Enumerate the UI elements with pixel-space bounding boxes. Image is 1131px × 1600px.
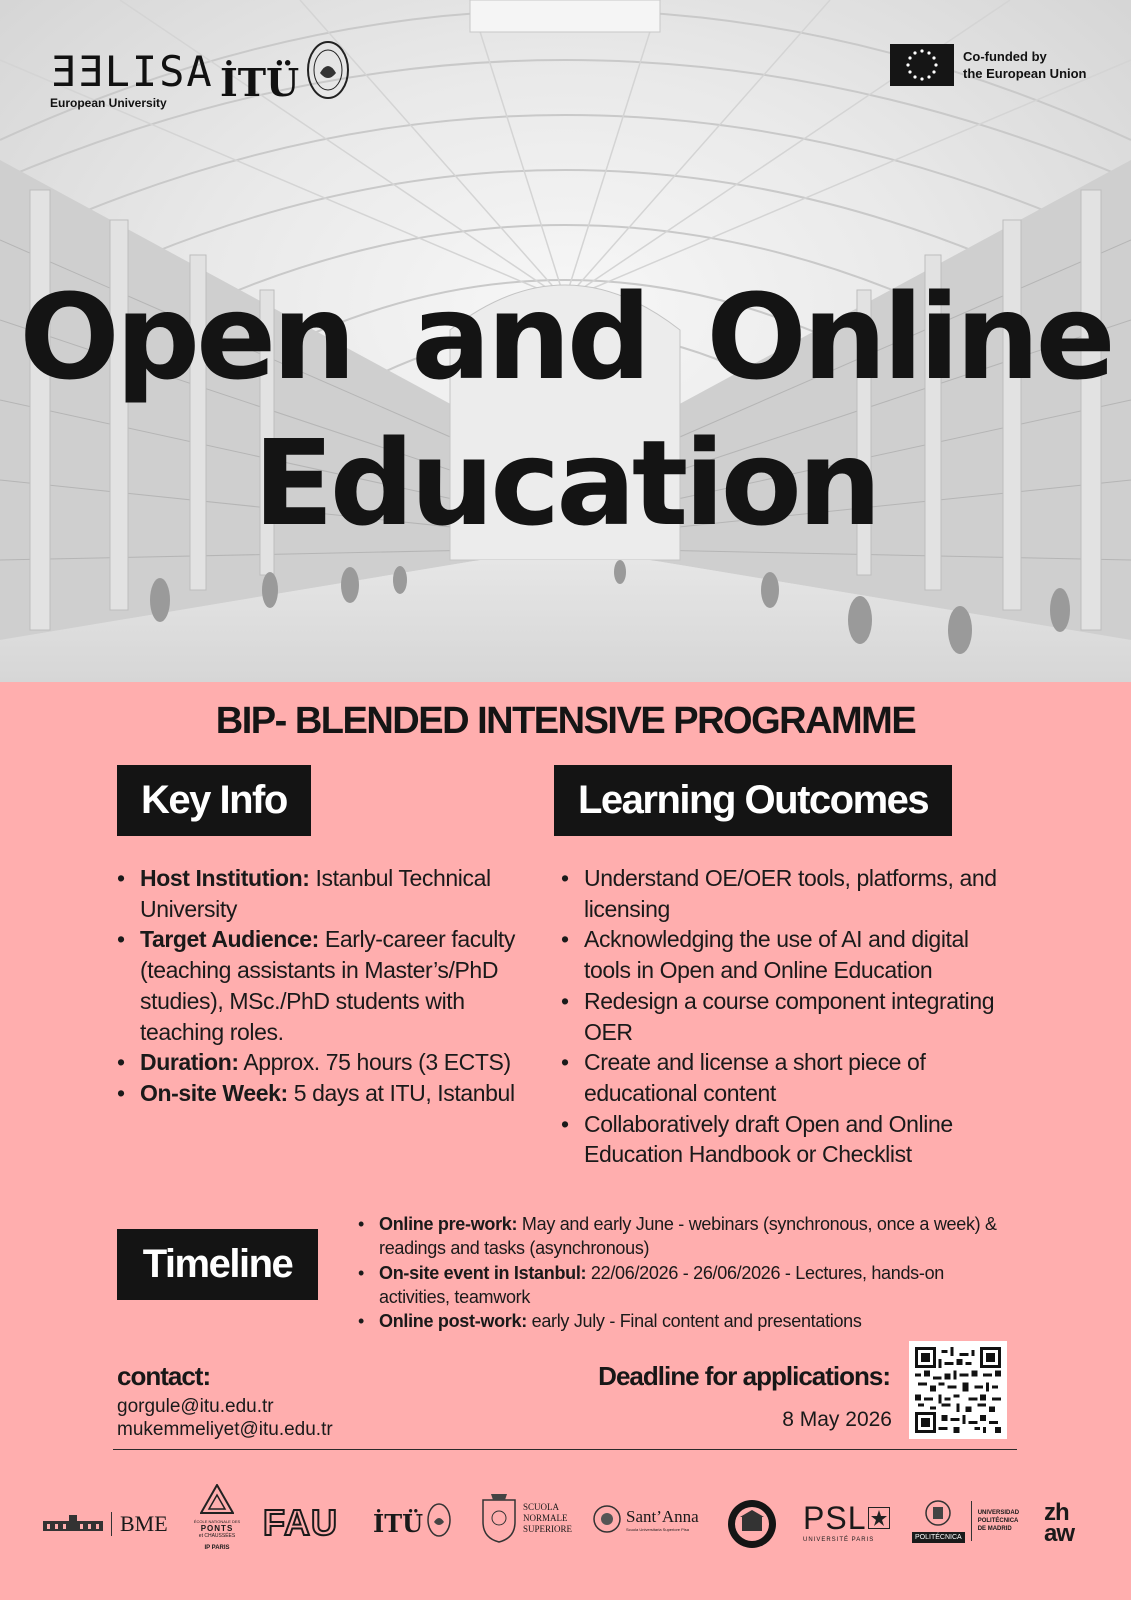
key-info-list [117, 863, 517, 1109]
upm-text-3: DE MADRID [977, 1526, 1012, 1532]
elisa-subtitle: European University [50, 96, 167, 110]
zhaw-logo [1044, 1499, 1075, 1547]
partner-logos [0, 1484, 1131, 1564]
list-item [117, 863, 517, 924]
list-item: • Understand OE/OER tools, platforms, and licensing [561, 863, 1021, 924]
learning-outcomes-heading: Learning Outcomes [554, 765, 952, 836]
list-item-label: Duration: [140, 1049, 239, 1076]
contact-heading: contact: [117, 1361, 211, 1391]
itu-partner-text: İTÜ [373, 1509, 424, 1538]
list-item: • Collaboratively draft Open and Online Education Handbook or Checklist [561, 1109, 1021, 1170]
sns-text-1: SCUOLA [523, 1501, 560, 1512]
fau-logo: FAU [263, 1502, 338, 1543]
ponts-text-1: ÉCOLE NATIONALE DES [193, 1519, 241, 1524]
eu-cofunded-logo [890, 44, 1087, 86]
ponts-text-3: et CHAUSSÉES [198, 1533, 236, 1539]
elisa-wordmark: ƎƎLISA [50, 47, 214, 96]
list-item-label: Host Institution: [140, 865, 310, 891]
itu-partner-logo [373, 1502, 452, 1538]
list-item-label: Target Audience: [140, 926, 319, 953]
deadline-date: 8 May 2026 [782, 1408, 892, 1431]
list-item-text: May and early June - webinars (synchronous, once a week) & readings and tasks (asynchronous) [379, 1214, 997, 1259]
bme-text: BME [120, 1511, 168, 1536]
hero-title-line2: Education [253, 414, 878, 552]
sns-text-3: SUPERIORE [523, 1523, 573, 1534]
list-item-text: Early-career faculty (teaching assistants in Master’s/PhD studies), MSc./PhD students with teaching roles. [140, 926, 516, 1045]
list-item [117, 1047, 517, 1078]
santanna-seal-icon [592, 1504, 622, 1534]
itu-seal-icon [305, 39, 351, 101]
hero-title-line1: Open and Online [19, 268, 1112, 406]
qr-code[interactable] [909, 1341, 1007, 1439]
key-info-heading: Key Info [117, 765, 311, 836]
timeline-heading: Timeline [117, 1229, 318, 1300]
list-item-text: Approx. 75 hours (3 ECTS) [238, 1049, 511, 1076]
santanna-subtext: Scuola Universitaria Superiore Pisa [626, 1526, 689, 1532]
elisa-logo [50, 47, 214, 110]
contact-email[interactable]: mukemmeliyet@itu.edu.tr [117, 1419, 333, 1440]
itu-wordmark: İTÜ [220, 60, 300, 105]
zhaw-text-2: aw [1044, 1520, 1075, 1547]
list-item: • Redesign a course component integrating OER [561, 986, 1021, 1047]
eu-text-line2: the European Union [963, 66, 1087, 81]
timeline-list [358, 1212, 1018, 1333]
eu-flag-icon [890, 44, 954, 86]
santanna-logo [592, 1504, 699, 1534]
psl-text: PSL [803, 1500, 867, 1536]
list-item [358, 1212, 1018, 1261]
list-item [117, 1078, 517, 1109]
ponts-logo [193, 1484, 241, 1551]
list-item [358, 1309, 1018, 1333]
sns-text-2: NORMALE [523, 1512, 568, 1523]
university-seal-logo [727, 1499, 777, 1554]
round-seal-icon [727, 1499, 777, 1549]
programme-title: BIP- BLENDED INTENSIVE PROGRAMME [215, 700, 916, 742]
upm-crest-icon [923, 1499, 953, 1527]
list-item-text: 5 days at ITU, Istanbul [287, 1079, 515, 1106]
sns-logo [479, 1492, 572, 1544]
upm-badge: POLITÉCNICA [912, 1532, 965, 1543]
psl-subtext: UNIVERSITÉ PARIS [803, 1537, 875, 1543]
list-item: • Create and license a short piece of educational content [561, 1047, 1021, 1108]
upm-text-2: POLITÉCNICA [977, 1518, 1019, 1524]
itu-logo [220, 34, 351, 105]
hero-banner [0, 0, 1131, 682]
list-item-text: Istanbul Technical University [140, 865, 491, 922]
itu-seal-icon [426, 1502, 452, 1538]
list-item-label: On-site Week: [140, 1079, 288, 1106]
eu-text-line1: Co-funded by [963, 49, 1047, 64]
bme-logo [43, 1511, 168, 1537]
sns-crest-icon [479, 1492, 519, 1544]
qr-code-icon [915, 1347, 1001, 1433]
santanna-text: Sant’Anna [626, 1506, 699, 1526]
learning-outcomes-list [561, 863, 1021, 1170]
upm-logo [912, 1499, 1019, 1543]
list-item: • Acknowledging the use of AI and digital tools in Open and Online Education [561, 924, 1021, 985]
zhaw-text-1: zh [1044, 1499, 1069, 1526]
list-item-label: Online pre-work: [379, 1214, 518, 1234]
list-item-label: On-site event in Istanbul: [379, 1262, 587, 1283]
contact-email[interactable]: gorgule@itu.edu.tr [117, 1396, 274, 1417]
list-item-text: 22/06/2026 - 26/06/2026 - Lectures, hands-on activities, teamwork [379, 1262, 945, 1307]
list-item [358, 1261, 1018, 1310]
ponts-text-4: IP PARIS [204, 1545, 230, 1551]
ponts-triangle-icon [200, 1484, 234, 1514]
list-item-text: early July - Final content and presentations [526, 1311, 862, 1332]
psl-logo [803, 1502, 890, 1543]
list-item [117, 924, 517, 1047]
list-item-label: Online post-work: [379, 1311, 527, 1332]
deadline-heading: Deadline for applications: [598, 1361, 890, 1391]
divider [113, 1449, 1017, 1450]
star-icon [868, 1507, 890, 1529]
bme-building-icon [43, 1515, 103, 1533]
ponts-text-2: PONTS [200, 1524, 234, 1533]
upm-text-1: UNIVERSIDAD [977, 1510, 1020, 1516]
